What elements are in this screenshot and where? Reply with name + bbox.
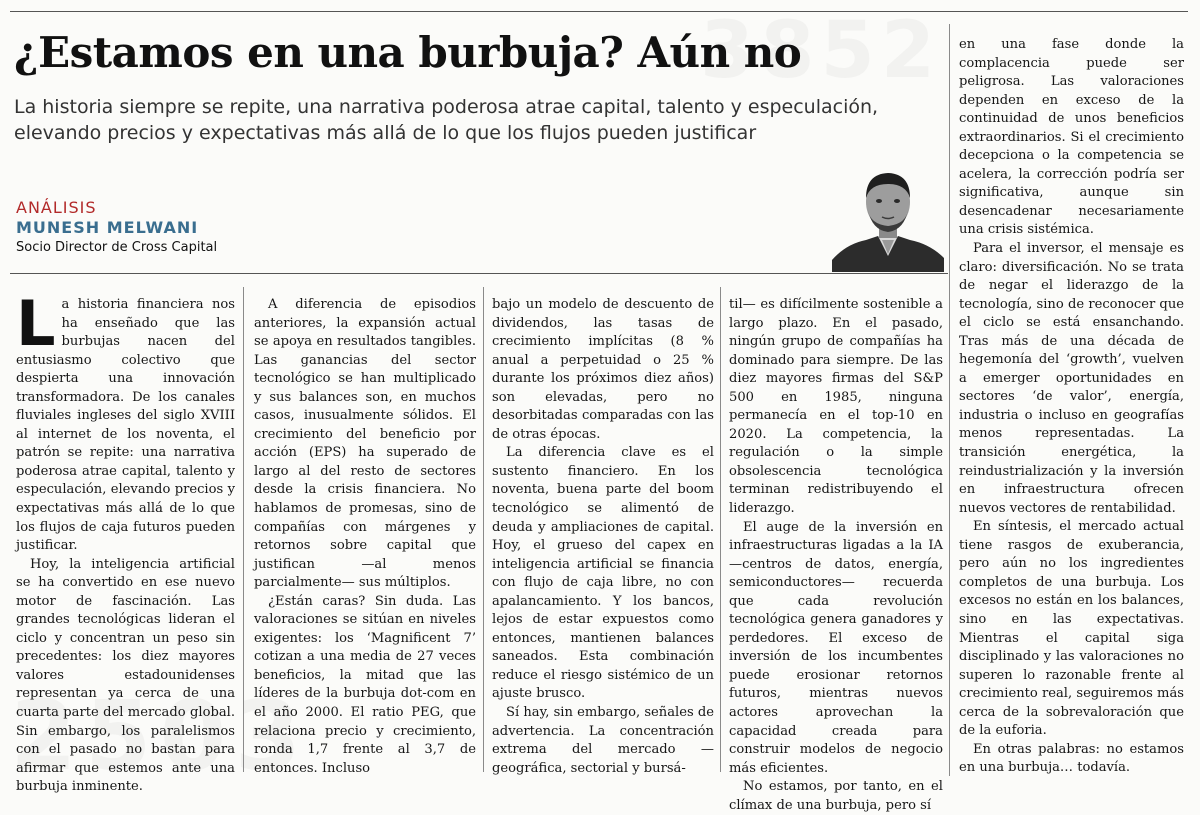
author-photo <box>832 160 944 272</box>
author-role: Socio Director de Cross Capital <box>16 240 218 255</box>
column-1 <box>16 287 235 797</box>
column-4 <box>729 296 943 815</box>
paragraph: La diferencia clave es el sustento financiero. En los noventa, buena parte del boom tecnológico se alimentó de deuda y ampliaciones de capital. Hoy, el grueso del capex en inteligencia artificial se financia con flujo de caja libre, no con apalancamiento. Y los bancos, lejos de estar expuestos como entonces, mantienen balances saneados. Esta combinación reduce el riesgo sistémico de un ajuste brusco. <box>492 445 714 702</box>
paragraph <box>16 287 235 556</box>
header-divider <box>10 273 948 274</box>
headline: ¿Estamos en una burbuja? Aún no <box>14 28 802 77</box>
paragraph: bajo un modelo de descuento de dividendos, las tasas de crecimiento implícitas (8 % anual a perpetuidad o 25 % durante los próximos diez años) son elevadas, pero no desorbitadas comparadas con las de otras épocas. <box>492 297 714 442</box>
drop-cap: L <box>16 287 56 360</box>
paragraph: A diferencia de episodios anteriores, la expansión actual se apoya en resultados tangibles. Las ganancias del sector tecnológico se han multiplicado y sus balances son, en muchos casos, inusualmente sólidos. El crecimiento del beneficio por acción (EPS) ha superado de largo al del resto de sectores desde la crisis financiera. No hablamos de promesas, sino de compañías con márgenes y retornos sobre capital que justifican —al menos parcialmente— sus múltiplos. <box>254 297 476 591</box>
paragraph: Sí hay, sin embargo, señales de advertencia. La concentración extrema del mercado —geográfica, sectorial y bursá- <box>492 705 714 776</box>
paragraph: No estamos, por tanto, en el clímax de una burbuja, pero sí <box>729 779 943 813</box>
column-divider-1 <box>243 287 244 772</box>
paragraph: Hoy, la inteligencia artificial se ha convertido en ese nuevo motor de fascinación. Las grandes tecnológicas lideran el ciclo y concentran un peso sin precedentes: los diez mayores valores estadounidenses representan ya cerca de una cuarta parte del mercado global. Sin embargo, los paralelismos con el pasado no bastan para afirmar que estemos ante una burbuja inminente. <box>16 556 235 795</box>
paragraph: El auge de la inversión en infraestructuras ligadas a la IA —centros de datos, energía, semiconductores— recuerda que cada revolución tecnológica genera ganadores y perdedores. El exceso de inversión de los incumbentes puede erosionar retornos futuros, mientras nuevos actores aprovechan la capacidad creada para construir modelos de negocio más eficientes. <box>729 519 943 776</box>
column-2 <box>254 296 476 778</box>
paragraph: Para el inversor, el mensaje es claro: diversificación. No se trata de negar el liderazgo de la tecnología, sino de reconocer que el ciclo se está ensanchando. Tras más de una década de hegemonía del ‘growth’, vuelven a emerger oportunidades en sectores ‘de valor’, energía, industria o incluso en geografías menos representadas. La transición energética, la reindustrialización y la inversión en infraestructura ofrecen nuevos vectores de rentabilidad. <box>959 241 1184 516</box>
author-portrait-icon <box>832 160 944 272</box>
column-divider-right <box>949 24 950 776</box>
paragraph: En otras palabras: no estamos en una burbuja… todavía. <box>959 741 1184 776</box>
paragraph: til— es difícilmente sostenible a largo plazo. En el pasado, ningún grupo de compañías ha dominado para siempre. De las diez mayores firmas del S&P 500 en 1985, ninguna permanecía en el top-10 en 2020. La competencia, la regulación o la simple obsolescencia tecnológica terminan redistribuyendo el liderazgo. <box>729 297 943 517</box>
paragraph: ¿Están caras? Sin duda. Las valoraciones se sitúan en niveles exigentes: los ‘Magnificent 7’ cotizan a una media de 27 veces beneficios, la mitad que las líderes de la burbuja dot-com en el año 2000. El ratio PEG, que relaciona precio y crecimiento, ronda 1,7 frente al 3,7 de entonces. Incluso <box>254 593 476 776</box>
author-name: MUNESH MELWANI <box>16 218 199 237</box>
paragraph: en una fase donde la complacencia puede ser peligrosa. Las valoraciones dependen en exceso de la continuidad de unos beneficios extraordinarios. Si el crecimiento decepciona o la competencia se acelera, la corrección podría ser significativa, aunque sin desencadenar necesariamente una crisis sistémica. <box>959 37 1184 238</box>
column-divider-2 <box>483 287 484 772</box>
top-rule <box>10 11 1188 12</box>
subtitle: La historia siempre se repite, una narrativa poderosa atrae capital, talento y especulación, elevando precios y expectativas más allá de lo que los flujos pueden justificar <box>14 96 879 144</box>
column-3 <box>492 296 714 778</box>
paragraph-text: a historia financiera nos ha enseñado que las burbujas nacen del entusiasmo colectivo que despierta una innovación transformadora. De los canales fluviales ingleses del siglo XVIII al internet de los noventa, el patrón se repite: una narrativa poderosa atrae capital, talento y especulación, elevando precios y expectativas más allá de lo que los flujos de caja futuros pueden justificar. <box>16 297 235 554</box>
column-5 <box>959 36 1184 778</box>
section-label: ANÁLISIS <box>16 198 97 217</box>
paragraph: En síntesis, el mercado actual tiene rasgos de exuberancia, pero aún no los ingredientes completos de una burbuja. Los excesos no están en los balances, sino en las expectativas. Mientras el capital siga disciplinado y las valoraciones no superen lo razonable frente al crecimiento real, seguiremos más cerca de la sobrevaloración que de la euforia. <box>959 519 1184 739</box>
column-divider-3 <box>720 287 721 772</box>
